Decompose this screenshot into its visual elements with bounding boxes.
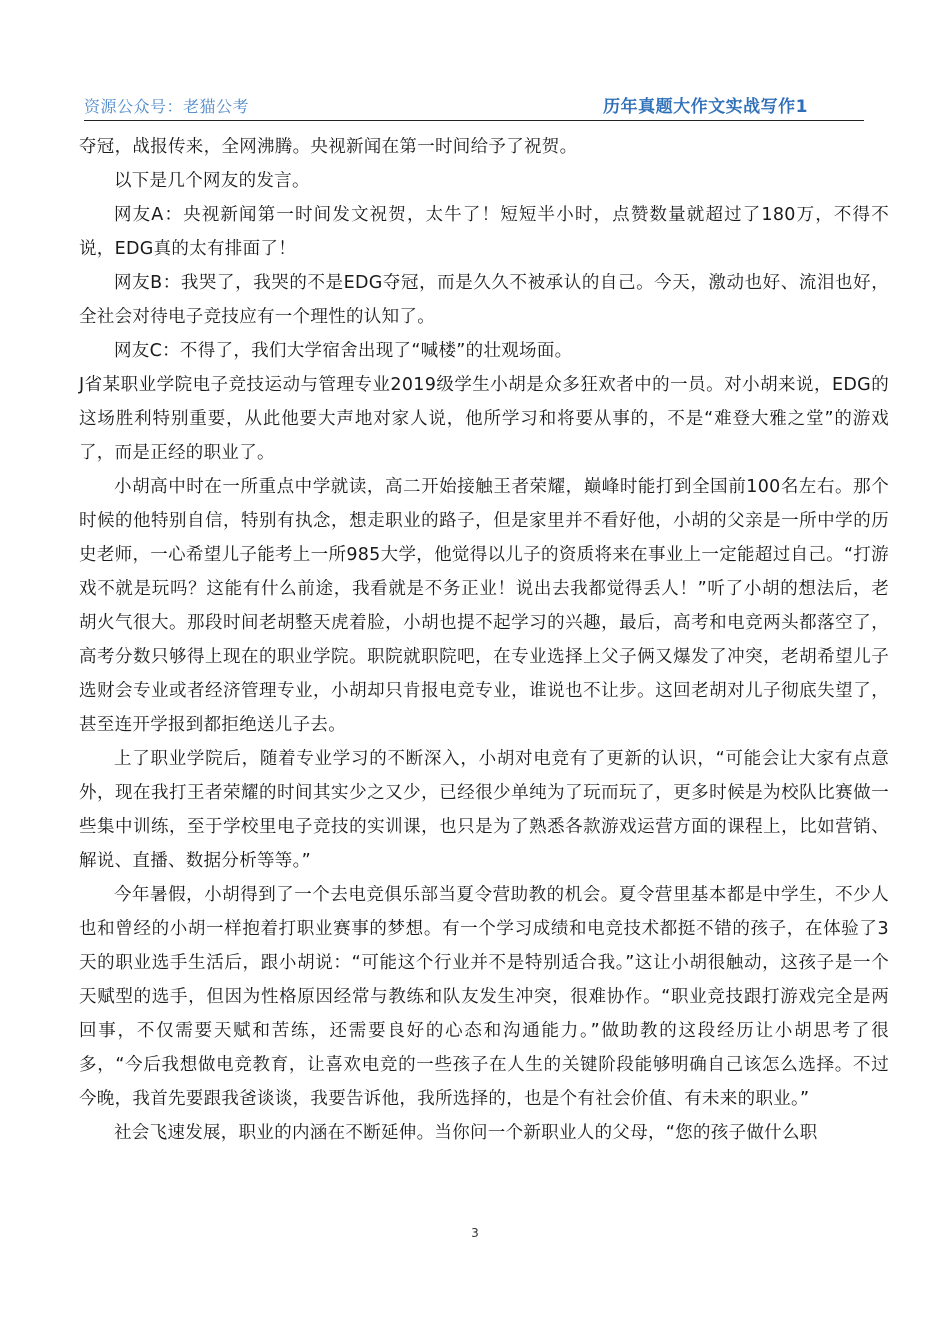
page-number: 3 xyxy=(471,1226,479,1240)
article-body xyxy=(79,130,889,1150)
source-label: 资源公众号：老猫公考 xyxy=(84,97,250,116)
paragraph: 上了职业学院后，随着专业学习的不断深入，小胡对电竞有了更新的认识，“可能会让大家有点意外，现在我打王者荣耀的时间其实少之又少，已经很少单纯为了玩而玩了，更多时候是为校队比赛做一些集中训练，至于学校里电子竞技的实训课，也只是为了熟悉各款游戏运营方面的课程上，比如营销、解说、直播、数据分析等等。” xyxy=(79,749,889,871)
paragraph: 网友A：央视新闻第一时间发文祝贺，太牛了！短短半小时，点赞数量就超过了180万，不得不说，EDG真的太有排面了！ xyxy=(79,205,889,259)
page-header xyxy=(84,88,864,121)
paragraph: 今年暑假，小胡得到了一个去电竞俱乐部当夏令营助教的机会。夏令营里基本都是中学生，不少人也和曾经的小胡一样抱着打职业赛事的梦想。有一个学习成绩和电竞技术都挺不错的孩子，在体验了3天的职业选手生活后，跟小胡说：“可能这个行业并不是特别适合我。”这让小胡很触动，这孩子是一个天赋型的选手，但因为性格原因经常与教练和队友发生冲突，很难协作。“职业竞技跟打游戏完全是两回事，不仅需要天赋和苦练，还需要良好的心态和沟通能力。”做助教的这段经历让小胡思考了很多，“今后我想做电竞教育，让喜欢电竞的一些孩子在人生的关键阶段能够明确自己该怎么选择。不过今晚，我首先要跟我爸谈谈，我要告诉他，我所选择的，也是个有社会价值、有未来的职业。” xyxy=(79,885,889,1109)
header-title: 历年真题大作文实战写作1 xyxy=(603,97,808,117)
paragraph: 网友C：不得了，我们大学宿舍出现了“喊楼”的壮观场面。 xyxy=(114,341,573,361)
paragraph: 社会飞速发展，职业的内涵在不断延伸。当你问一个新职业人的父母，“您的孩子做什么职 xyxy=(114,1123,818,1143)
paragraph: 小胡高中时在一所重点中学就读，高二开始接触王者荣耀，巅峰时能打到全国前100名左右。那个时候的他特别自信，特别有执念，想走职业的路子，但是家里并不看好他，小胡的父亲是一所中学的历史老师，一心希望儿子能考上一所985大学，他觉得以儿子的资质将来在事业上一定能超过自己。“打游戏不就是玩吗？这能有什么前途，我看就是不务正业！说出去我都觉得丢人！”听了小胡的想法后，老胡火气很大。那段时间老胡整天虎着脸，小胡也提不起学习的兴趣，最后，高考和电竞两头都落空了，高考分数只够得上现在的职业学院。职院就职院吧，在专业选择上父子俩又爆发了冲突，老胡希望儿子选财会专业或者经济管理专业，小胡却只肯报电竞专业，谁说也不让步。这回老胡对儿子彻底失望了，甚至连开学报到都拒绝送儿子去。 xyxy=(79,477,889,735)
paragraph: 以下是几个网友的发言。 xyxy=(114,171,310,191)
paragraph: J省某职业学院电子竞技运动与管理专业2019级学生小胡是众多狂欢者中的一员。对小胡来说，EDG的这场胜利特别重要，从此他要大声地对家人说，他所学习和将要从事的，不是“难登大雅之堂”的游戏了，而是正经的职业了。 xyxy=(79,375,889,463)
paragraph-continuation: 夺冠，战报传来，全网沸腾。央视新闻在第一时间给予了祝贺。 xyxy=(79,137,578,157)
paragraph: 网友B：我哭了，我哭的不是EDG夺冠，而是久久不被承认的自己。今天，激动也好、流泪也好，全社会对待电子竞技应有一个理性的认知了。 xyxy=(79,273,889,327)
